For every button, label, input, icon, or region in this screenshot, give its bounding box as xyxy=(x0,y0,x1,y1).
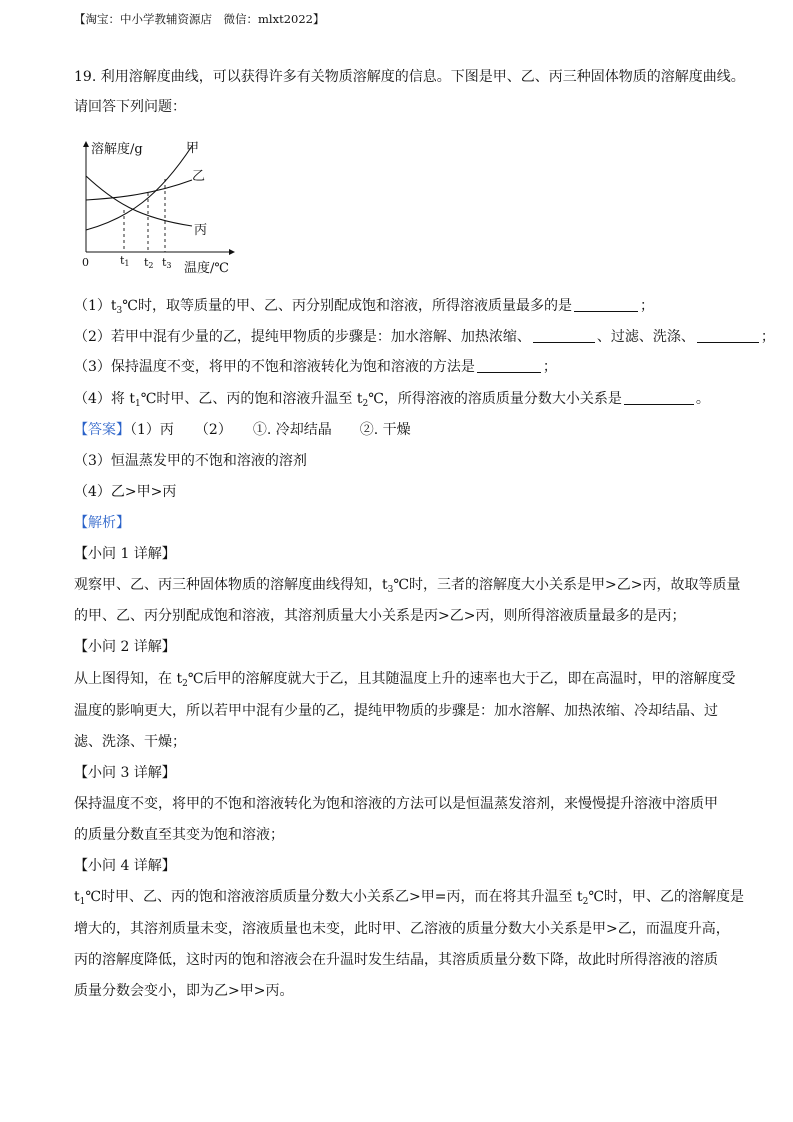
curve-jia xyxy=(86,146,192,230)
solubility-curve-graph xyxy=(74,136,244,286)
analysis-s2-line1: 从上图得知，在 $t_2℃$后甲的溶解度就大于乙，且其随温度上升的速率也大于乙，即在高温时，甲的溶解度受 xyxy=(74,671,736,689)
analysis-s2-title: 【小问 2 详解】 xyxy=(74,639,176,655)
answer-blank-1[interactable] xyxy=(574,297,638,312)
answer-blank-2a[interactable] xyxy=(533,328,595,343)
analysis-s4-title: 【小问 4 详解】 xyxy=(74,858,176,874)
series-label-jia: 甲 xyxy=(186,141,200,156)
question-stem-line1: 19. 利用溶解度曲线，可以获得许多有关物质溶解度的信息。下图是甲、乙、丙三种固体物质的溶解度曲线。 xyxy=(74,69,745,85)
question-stem-line2: 请回答下列问题： xyxy=(74,99,186,115)
question-part-2: （2）若甲中混有少量的乙，提纯甲物质的步骤是：加水溶解、加热浓缩、 、过滤、洗涤、 ； xyxy=(74,329,775,345)
page-header: 【淘宝：中小学教辅资源店 微信：mlxt2022】 xyxy=(74,12,325,26)
x-axis-label: 温度/℃ xyxy=(184,261,229,276)
answer-line-1: 【答案】（1）丙 （2） ①. 冷却结晶 ②. 干燥 xyxy=(74,422,411,438)
series-label-yi: 乙 xyxy=(192,169,206,184)
analysis-s2-line3: 滤、洗涤、干燥； xyxy=(74,734,186,750)
answer-blank-3[interactable] xyxy=(477,358,541,373)
origin-label: 0 xyxy=(82,256,89,269)
answer-blank-4[interactable] xyxy=(624,390,694,405)
analysis-s1-line1: 观察甲、乙、丙三种固体物质的溶解度曲线得知，$t_3℃$时，三者的溶解度大小关系是甲>乙>丙，故取等质量 xyxy=(74,577,741,595)
answer-label: 【答案】 xyxy=(74,422,130,438)
answer-blank-2b[interactable] xyxy=(697,328,759,343)
analysis-s4-line4: 质量分数会变小，即为乙>甲>丙。 xyxy=(74,983,294,999)
analysis-s1-line2: 的甲、乙、丙分别配成饱和溶液，其溶剂质量大小关系是丙>乙>丙，则所得溶液质量最多的是丙； xyxy=(74,608,686,624)
analysis-s4-line2: 增大的，其溶剂质量未变，溶液质量也未变，此时甲、乙溶液的质量分数大小关系是甲>乙，而温度升高， xyxy=(74,921,730,937)
analysis-s1-title: 【小问 1 详解】 xyxy=(74,546,176,562)
tick-t1: t1 xyxy=(120,254,130,268)
question-part-1: $(1)t_3℃$时，取等质量的甲、乙、丙分别配成饱和溶液，所得溶液质量最多的是 ； xyxy=(74,298,654,316)
analysis-s2-line2: 温度的影响更大，所以若甲中混有少量的乙，提纯甲物质的步骤是：加水溶解、加热浓缩、冷却结晶、过 xyxy=(74,703,718,719)
analysis-s3-line2: 的质量分数直至其变为饱和溶液； xyxy=(74,827,284,843)
answer-line-3: （4）乙>甲>丙 xyxy=(74,484,177,500)
answer-line-2: （3）恒温蒸发甲的不饱和溶液的溶剂 xyxy=(74,453,307,469)
y-axis-label: 溶解度/g xyxy=(91,142,143,157)
analysis-s3-title: 【小问 3 详解】 xyxy=(74,765,176,781)
question-part-3: （3）保持温度不变，将甲的不饱和溶液转化为饱和溶液的方法是 ； xyxy=(74,359,557,375)
series-label-bing: 丙 xyxy=(194,223,208,238)
tick-t3: t3 xyxy=(162,256,172,270)
curve-bing xyxy=(86,176,192,226)
analysis-s4-line1: $t_1℃$时甲、乙、丙的饱和溶液溶质质量分数大小关系乙>甲=丙，而在将其升温至 $t_2℃$时，甲、乙的溶解度是 xyxy=(74,889,744,907)
analysis-s4-line3: 丙的溶解度降低，这时丙的饱和溶液会在升温时发生结晶，其溶质质量分数下降，故此时所得溶液的溶质 xyxy=(74,952,718,968)
analysis-label: 【解析】 xyxy=(74,515,130,531)
question-part-4: （4）将 $t_1℃$时甲、乙、丙的饱和溶液升温至 $t_2℃$，所得溶液的溶质质量分数大小关系是 。 xyxy=(74,391,710,409)
analysis-s3-line1: 保持温度不变，将甲的不饱和溶液转化为饱和溶液的方法可以是恒温蒸发溶剂，来慢慢提升溶液中溶质甲 xyxy=(74,796,718,812)
tick-t2: t2 xyxy=(144,256,154,270)
